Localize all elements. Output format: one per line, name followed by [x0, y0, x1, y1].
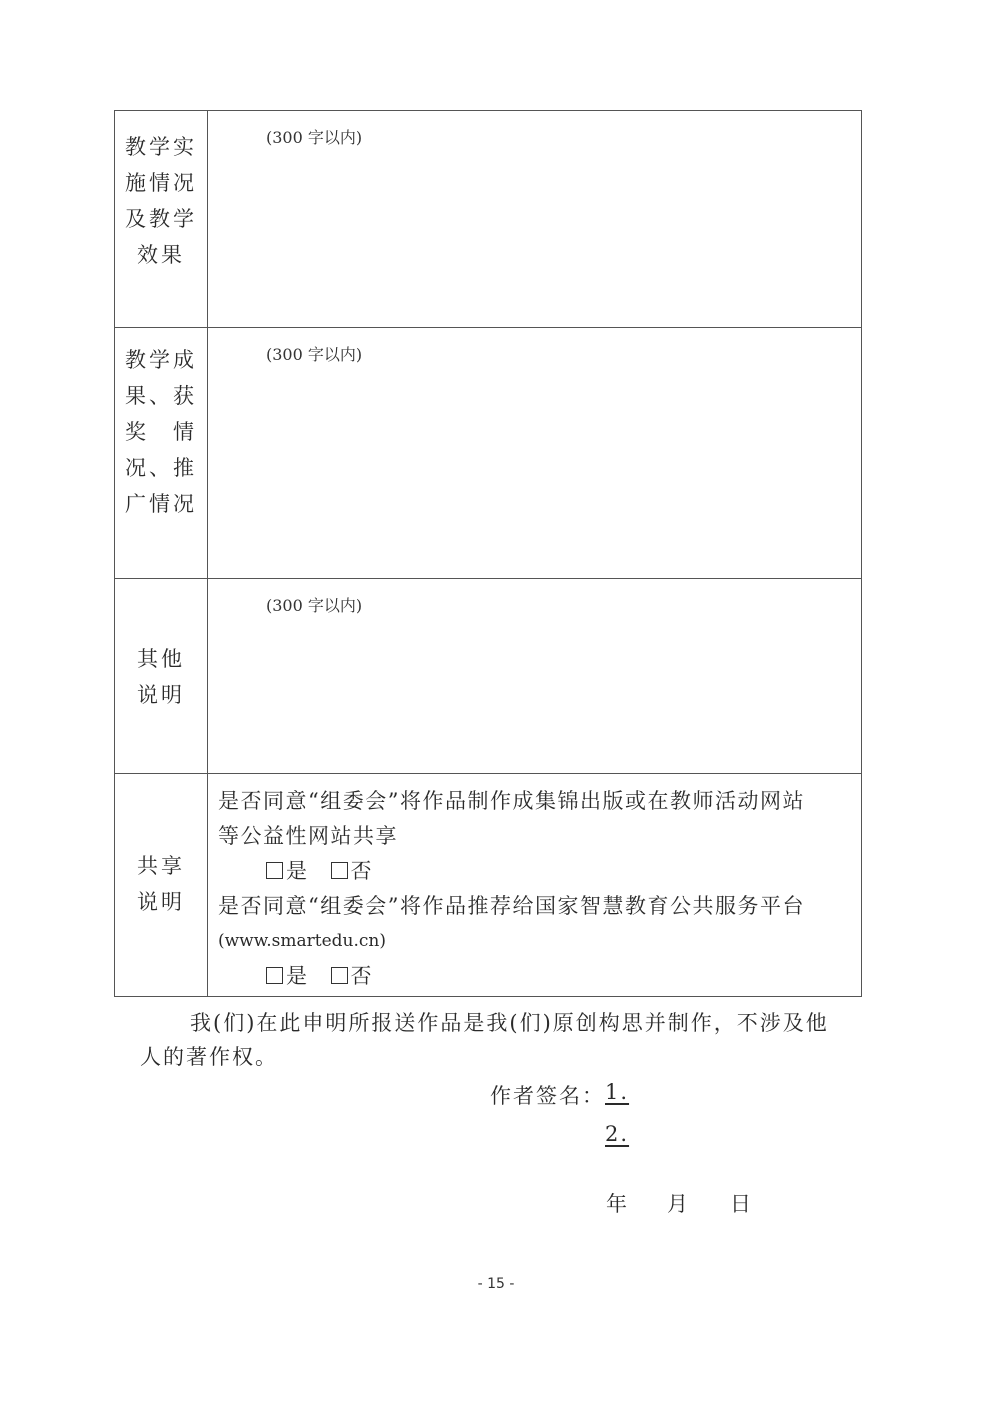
label-line: 奖 情: [125, 420, 197, 444]
share-choice-1: [218, 854, 851, 889]
label-line: 说明: [137, 890, 185, 914]
yes-checkbox[interactable]: [266, 967, 283, 984]
no-checkbox[interactable]: [331, 862, 348, 879]
share-question-1: 是否同意“组委会”将作品制作成集锦出版或在教师活动网站: [218, 789, 805, 813]
signature-label: 作者签名：: [490, 1084, 605, 1108]
label-line: 果、获: [125, 384, 197, 408]
label-line: 教学实: [125, 135, 197, 159]
month-label: 月: [667, 1192, 688, 1216]
label-line: 及教学: [125, 207, 197, 231]
label-teaching-achievements: [115, 328, 208, 579]
yes-checkbox[interactable]: [266, 862, 283, 879]
label-line: 教学成: [125, 348, 197, 372]
other-notes-field[interactable]: [208, 579, 862, 774]
year-label: 年: [606, 1192, 627, 1216]
application-form-table: [114, 110, 862, 997]
label-sharing: [115, 774, 208, 997]
label-line: 共享: [137, 854, 185, 878]
label-teaching-implementation: [115, 111, 208, 328]
label-line: 广情况: [125, 492, 197, 516]
page-number: - 15 -: [477, 1276, 515, 1292]
label-line: 说明: [137, 683, 185, 707]
table-row: [115, 111, 862, 328]
table-row: [115, 774, 862, 997]
yes-label: 是: [286, 859, 309, 883]
signature-line-1[interactable]: 1.: [605, 1080, 630, 1104]
day-label: 日: [730, 1192, 751, 1216]
share-question-1-cont: 等公益性网站共享: [218, 824, 398, 848]
label-line: 施情况: [125, 171, 197, 195]
signature-line-2[interactable]: 2.: [605, 1122, 630, 1146]
word-limit-note: (300 字以内): [266, 128, 363, 147]
teaching-implementation-field[interactable]: [208, 111, 862, 328]
table-row: [115, 579, 862, 774]
word-limit-note: (300 字以内): [266, 345, 363, 364]
label-other-notes: [115, 579, 208, 774]
teaching-achievements-field[interactable]: [208, 328, 862, 579]
no-label: 否: [350, 859, 373, 883]
originality-declaration: [140, 1006, 840, 1074]
no-checkbox[interactable]: [331, 967, 348, 984]
no-label: 否: [350, 964, 373, 988]
yes-label: 是: [286, 964, 309, 988]
share-choice-2: [218, 959, 851, 994]
label-line: 况、推: [125, 456, 197, 480]
table-row: [115, 328, 862, 579]
sharing-field: [208, 774, 862, 997]
share-question-2: 是否同意“组委会”将作品推荐给国家智慧教育公共服务平台: [218, 894, 805, 918]
label-line: 效果: [137, 243, 185, 267]
platform-url: (www.smartedu.cn): [218, 931, 387, 951]
word-limit-note: (300 字以内): [266, 596, 363, 615]
declaration-line: 我(们)在此申明所报送作品是我(们)原创构思并制作，不涉及他: [190, 1011, 829, 1035]
label-line: 其他: [137, 647, 185, 671]
declaration-line: 人的著作权。: [140, 1045, 278, 1069]
